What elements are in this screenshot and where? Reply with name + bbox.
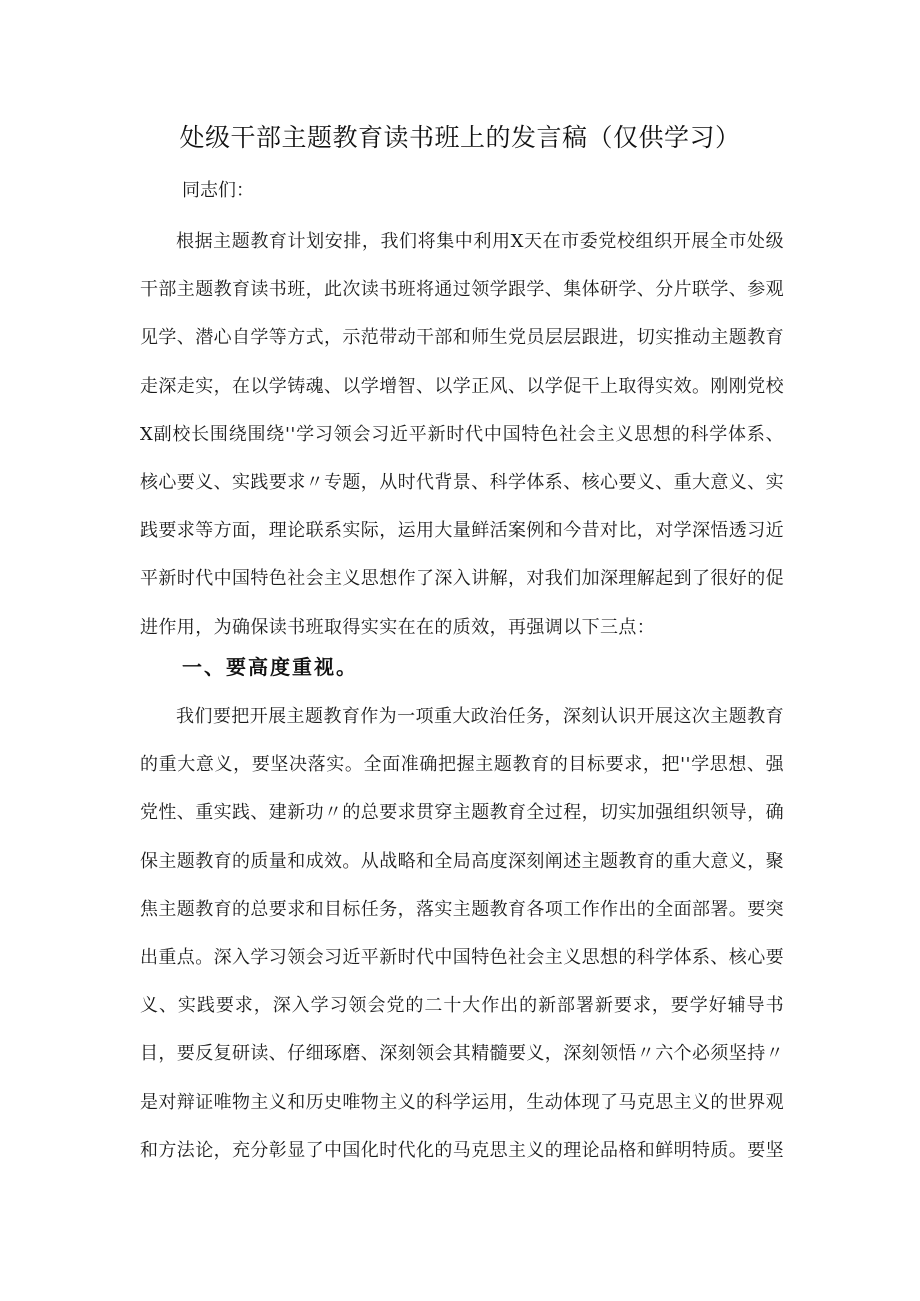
section-heading-1: 一、要高度重视。 [182, 655, 358, 679]
paragraph-intro: 根据主题教育计划安排，我们将集中利用X天在市委党校组织开展全市处级干部主题教育读书班，此次读书班将通过领学跟学、集体研学、分片联学、参观见学、潜心自学等方式，示范带动干部和师生党员层层跟进，切实推动主题教育走深走实，在以学铸魂、以学增智、以学正风、以学促干上取得实效。刚刚党校X副校长围绕围绕''学习领会习近平新时代中国特色社会主义思想的科学体系、核心要义、实践要求〃专题，从时代背景、科学体系、核心要义、重大意义、实践要求等方面，理论联系实际，运用大量鲜活案例和今昔对比，对学深悟透习近平新时代中国特色社会主义思想作了深入讲解，对我们加深理解起到了很好的促进作用，为确保读书班取得实实在在的质效，再强调以下三点： [140, 231, 784, 638]
salutation: 同志们： [182, 180, 254, 201]
document-title: 处级干部主题教育读书班上的发言稿（仅供学习） [179, 123, 741, 152]
paragraph-section-1: 我们要把开展主题教育作为一项重大政治任务，深刻认识开展这次主题教育的重大意义，要坚决落实。全面准确把握主题教育的目标要求，把''学思想、强党性、重实践、建新功〃的总要求贯穿主题教育全过程，切实加强组织领导，确保主题教育的质量和成效。从战略和全局高度深刻阐述主题教育的重大意义，聚焦主题教育的总要求和目标任务，落实主题教育各项工作作出的全面部署。要突出重点。深入学习领会习近平新时代中国特色社会主义思想的科学体系、核心要义、实践要求，深入学习领会党的二十大作出的新部署新要求，要学好辅导书目，要反复研读、仔细琢磨、深刻领会其精髓要义，深刻领悟〃六个必须坚持〃是对辩证唯物主义和历史唯物主义的科学运用，生动体现了马克思主义的世界观和方法论，充分彰显了中国化时代化的马克思主义的理论品格和鲜明特质。要坚 [140, 706, 784, 1161]
